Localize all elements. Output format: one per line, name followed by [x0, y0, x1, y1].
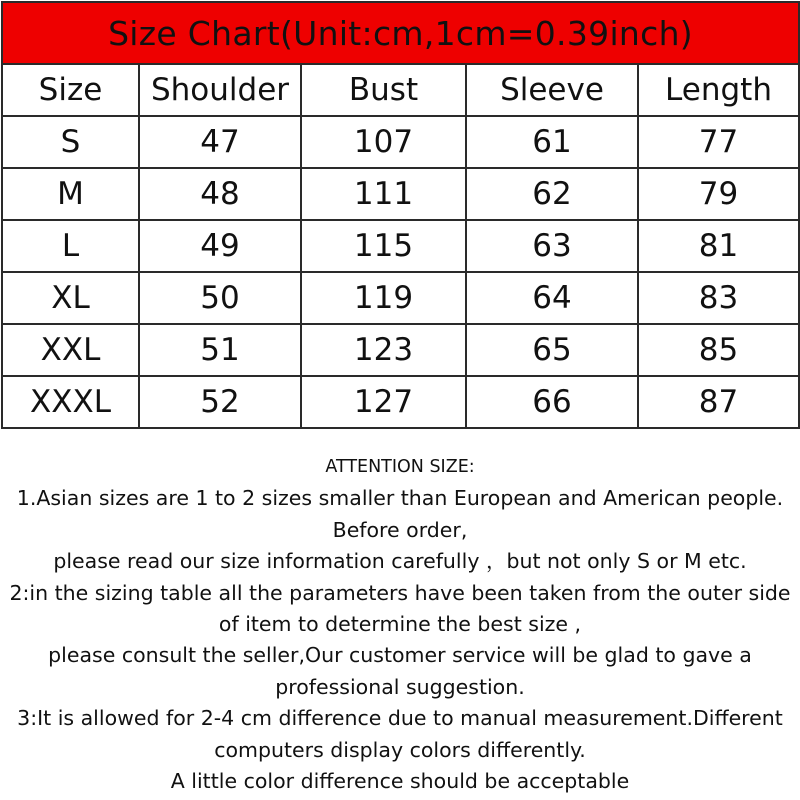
- cell-length: 85: [638, 324, 799, 376]
- header-bust: Bust: [301, 64, 466, 116]
- notes-line: 2:in the sizing table all the parameters have been taken from the outer side: [9, 580, 791, 605]
- notes-line: 1.Asian sizes are 1 to 2 sizes smaller than European and American people.: [16, 486, 784, 511]
- cell-size: L: [2, 220, 139, 272]
- attention-notes: [0, 452, 800, 797]
- cell-sleeve: 65: [466, 324, 638, 376]
- table-row: [2, 168, 799, 220]
- cell-bust: 127: [301, 376, 466, 428]
- table-row: [2, 376, 799, 428]
- notes-line: please read our size information carefully ，but not only S or M etc.: [53, 549, 747, 574]
- table-row: [2, 272, 799, 324]
- cell-bust: 111: [301, 168, 466, 220]
- cell-size: S: [2, 116, 139, 168]
- cell-sleeve: 64: [466, 272, 638, 324]
- table-row: [2, 220, 799, 272]
- cell-size: XL: [2, 272, 139, 324]
- notes-line: professional suggestion.: [275, 674, 525, 699]
- header-size: Size: [2, 64, 139, 116]
- notes-line: of item to determine the best size ,: [218, 612, 582, 637]
- header-length: Length: [638, 64, 799, 116]
- header-sleeve: Sleeve: [466, 64, 638, 116]
- cell-size: XXXL: [2, 376, 139, 428]
- cell-bust: 107: [301, 116, 466, 168]
- cell-sleeve: 63: [466, 220, 638, 272]
- size-chart-table: [1, 1, 800, 429]
- cell-shoulder: 52: [139, 376, 301, 428]
- cell-bust: 119: [301, 272, 466, 324]
- notes-heading: ATTENTION SIZE:: [325, 457, 475, 477]
- notes-line: 3:It is allowed for 2-4 cm difference due to manual measurement.Different: [17, 706, 783, 731]
- cell-length: 79: [638, 168, 799, 220]
- cell-length: 87: [638, 376, 799, 428]
- table-row: [2, 324, 799, 376]
- cell-sleeve: 62: [466, 168, 638, 220]
- cell-shoulder: 49: [139, 220, 301, 272]
- cell-size: M: [2, 168, 139, 220]
- cell-shoulder: 51: [139, 324, 301, 376]
- cell-bust: 123: [301, 324, 466, 376]
- cell-length: 83: [638, 272, 799, 324]
- header-row: [2, 64, 799, 116]
- size-chart-title: Size Chart(Unit:cm,1cm=0.39inch): [2, 2, 799, 64]
- cell-size: XXL: [2, 324, 139, 376]
- table-row: [2, 116, 799, 168]
- header-shoulder: Shoulder: [139, 64, 301, 116]
- notes-line: computers display colors differently.: [214, 737, 586, 762]
- notes-line: A little color difference should be acceptable: [170, 769, 630, 794]
- cell-sleeve: 61: [466, 116, 638, 168]
- cell-length: 77: [638, 116, 799, 168]
- notes-line: Before order,: [332, 517, 468, 542]
- notes-line: please consult the seller,Our customer service will be glad to gave a: [48, 643, 752, 668]
- cell-sleeve: 66: [466, 376, 638, 428]
- cell-shoulder: 48: [139, 168, 301, 220]
- cell-shoulder: 50: [139, 272, 301, 324]
- cell-shoulder: 47: [139, 116, 301, 168]
- cell-length: 81: [638, 220, 799, 272]
- cell-bust: 115: [301, 220, 466, 272]
